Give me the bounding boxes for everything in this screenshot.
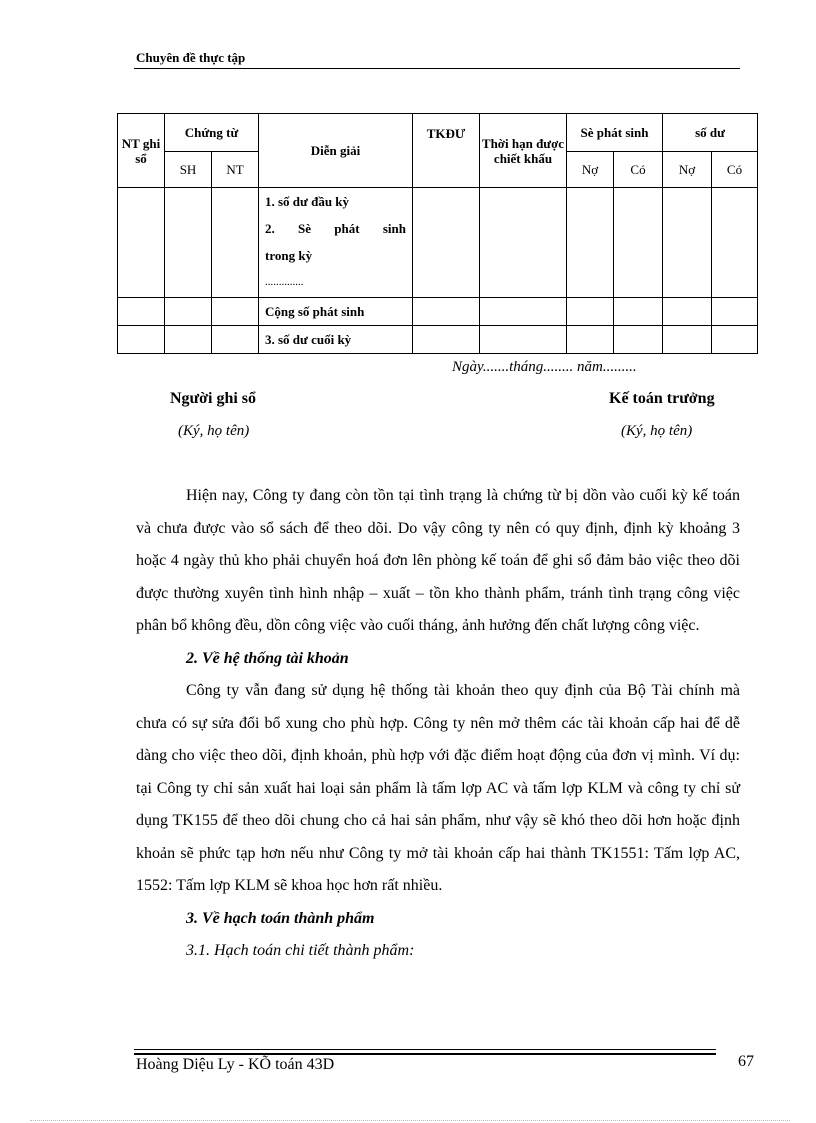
paragraph-2: Công ty vẫn đang sử dụng hệ thống tài khoản theo quy định của Bộ Tài chính mà chưa có sự sửa đổi bổ xung cho phù hợp. Công ty nên mở thêm các tài khoản cấp hai để dễ dàng cho việc theo dõi, định khoản, phù hợp với đặc điểm hoạt động của đơn vị mình. Ví dụ: tại Công ty chỉ sản xuất hai loại sản phẩm là tấm lợp AC và tấm lợp KLM và công ty chỉ sử dụng TK155 để theo dõi chung cho cả hai sản phẩm, như vậy sẽ khó theo dõi hơn hoặc định khoản sẽ phức tạp hơn nếu như Công ty mở tài khoản cấp hai thành TK1551: Tấm lợp AC, 1552: Tấm lợp KLM sẽ khoa học hơn rất nhiều.	[136, 682, 740, 894]
page-bottom-border	[30, 1120, 790, 1121]
page-header-title: Chuyên đề thực tập	[136, 50, 246, 65]
header-du-co: Có	[712, 152, 758, 188]
heading-3: 3. Về hạch toán thành phẩm	[186, 909, 375, 927]
header-rule	[134, 68, 740, 69]
paragraph-1: Hiện nay, Công ty đang còn tồn tại tình trạng là chứng từ bị dồn vào cuối kỳ kế toán và chưa được vào sổ sách để theo dõi. Do vậy công ty nên có quy định, định kỳ khoảng 3 hoặc 4 ngày thủ kho phải chuyển hoá đơn lên phòng kế toán để ghi sổ đảm bảo việc theo dõi được thường xuyên tình hình nhập – xuất – tồn kho thành phẩm, tránh tình trạng công việc phân bổ không đều, dồn công việc vào cuối tháng, ảnh hưởng đến chất lượng công việc.	[136, 487, 740, 634]
header-chung-tu: Chứng từ	[165, 114, 259, 152]
header-so-phat-sinh: Sè phát sinh	[567, 114, 663, 152]
header-thoi-han: Thời hạn được chiết khấu	[480, 114, 567, 188]
signature-right-sub: (Ký, họ tên)	[621, 423, 693, 439]
header-sh: SH	[165, 152, 212, 188]
footer-rule-thick	[134, 1053, 716, 1055]
header-psinh-no: Nợ	[567, 152, 614, 188]
signature-left-title: Người ghi sổ	[170, 390, 257, 407]
page-number: 67	[738, 1053, 754, 1070]
header-nt-ghi-so: NT ghi sổ	[118, 114, 165, 188]
heading-2: 2. Về hệ thống tài khoản	[186, 649, 349, 667]
header-nt: NT	[212, 152, 259, 188]
ledger-table	[117, 113, 758, 354]
signature-left-sub: (Ký, họ tên)	[178, 423, 250, 439]
table-row-total: Cộng số phát sinh	[259, 298, 413, 326]
footer-rule	[134, 1049, 716, 1050]
body-content	[136, 480, 740, 968]
header-dien-giai: Diễn giải	[259, 114, 413, 188]
signature-right-title: Kế toán trưởng	[609, 390, 715, 407]
header-so-du: số dư	[663, 114, 758, 152]
date-line: Ngày.......tháng........ năm.........	[452, 359, 637, 375]
footer-author: Hoàng Diệu Ly - KÕ toán 43D	[136, 1056, 335, 1073]
table-row: 1. số dư đầu kỳ 2. Sè phát sinh trong kỳ ..............	[259, 188, 413, 298]
header-du-no: Nợ	[663, 152, 712, 188]
heading-3-1: 3.1. Hạch toán chi tiết thành phẩm:	[186, 942, 415, 959]
table-row-closing: 3. số dư cuối kỳ	[259, 326, 413, 354]
header-tkdu: TKĐƯ	[413, 114, 480, 188]
header-psinh-co: Có	[614, 152, 663, 188]
